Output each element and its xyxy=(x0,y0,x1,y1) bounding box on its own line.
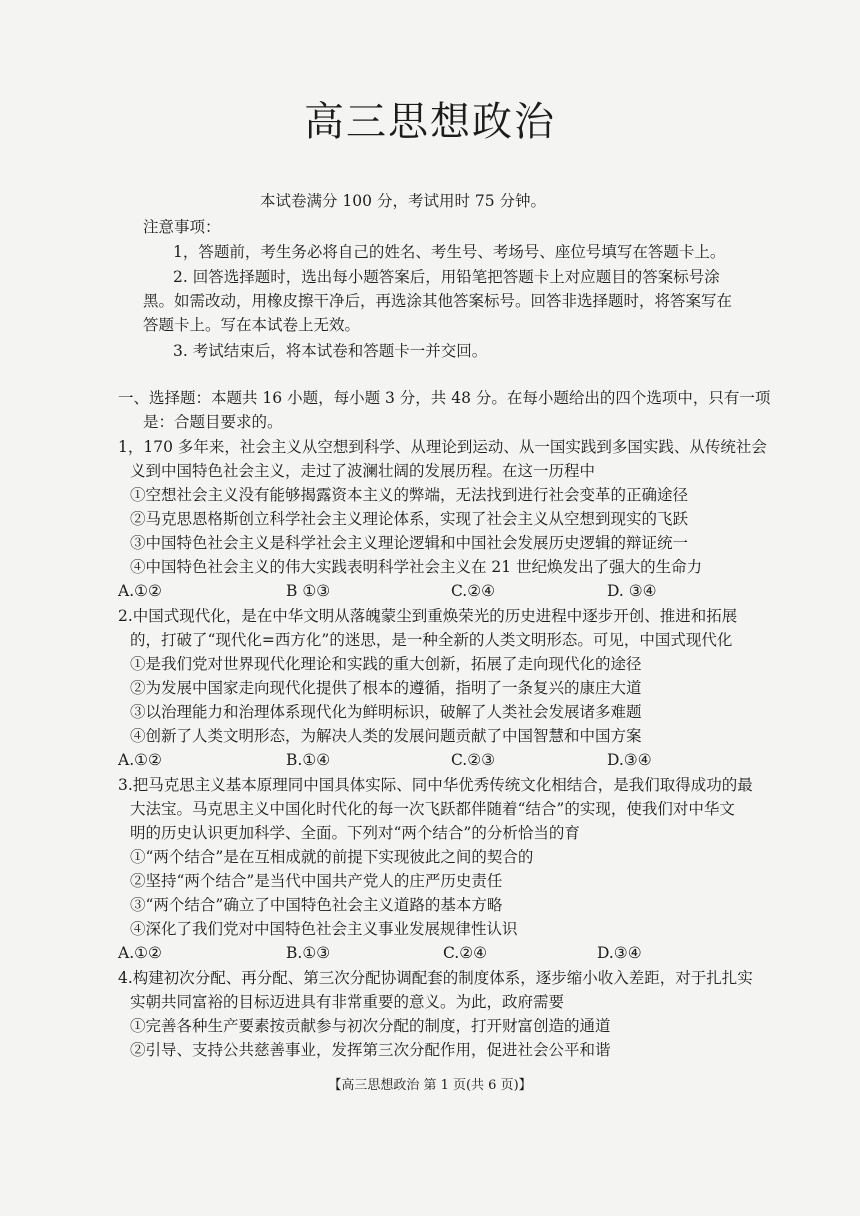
option-c: C.②③ xyxy=(451,751,496,769)
statement: ②为发展中国家走向现代化提供了根本的遵循，指明了一条复兴的康庄大道 xyxy=(130,679,642,697)
note-line: 答题卡上。写在本试卷上无效。 xyxy=(143,316,361,334)
option-d: D.③④ xyxy=(607,751,652,769)
option-d: D. ③④ xyxy=(607,582,657,600)
question-stem: 实朝共同富裕的目标迈进具有非常重要的意义。为此，政府需要 xyxy=(130,993,565,1011)
statement: ②引导、支持公共慈善事业，发挥第三次分配作用，促进社会公平和谐 xyxy=(130,1041,611,1059)
option-a: A.①② xyxy=(118,751,162,769)
statement: ②马克思恩格斯创立科学社会主义理论体系，实现了社会主义从空想到现实的飞跃 xyxy=(130,510,689,528)
option-b: B.①④ xyxy=(286,751,331,769)
note-line: 2. 回答选择题时，选出每小题答案后，用铅笔把答题卡上对应题目的答案标号涂 xyxy=(173,268,720,286)
option-a: A.①② xyxy=(118,582,162,600)
option-c: C.②④ xyxy=(451,582,496,600)
statement: ①“两个结合”是在互相成就的前提下实现彼此之间的契合的 xyxy=(130,848,534,866)
statement: ②坚持“两个结合”是当代中国共产党人的庄严历史责任 xyxy=(130,872,503,890)
section-heading-cont: 是：合题目要求的。 xyxy=(143,413,283,431)
option-a: A.①② xyxy=(118,944,162,962)
statement: ①完善各种生产要素按贡献参与初次分配的制度，打开财富创造的通道 xyxy=(130,1017,611,1035)
section-heading: 一、选择题：本题共 16 小题，每小题 3 分，共 48 分。在每小题给出的四个选项中，只有一项 xyxy=(118,389,771,407)
question-stem: 2.中国式现代化，是在中华文明从落魄蒙尘到重焕荣光的历史进程中逐步开创、推进和拓展 xyxy=(118,607,738,625)
note-line: 3. 考试结束后，将本试卷和答题卡一并交回。 xyxy=(173,342,488,360)
question-stem: 明的历史认识更加科学、全面。下列对“两个结合”的分析恰当的育 xyxy=(130,824,580,842)
statement: ③“两个结合”确立了中国特色社会主义道路的基本方略 xyxy=(130,896,503,914)
question-stem: 1，170 多年来，社会主义从空想到科学、从理论到运动、从一国实践到多国实践、从传统社会 xyxy=(118,438,767,456)
notes-heading: 注意事项： xyxy=(143,218,221,236)
exam-title: 高三思想政治 xyxy=(304,99,556,145)
statement: ④深化了我们党对中国特色社会主义事业发展规律性认识 xyxy=(130,920,518,938)
question-stem: 4.构建初次分配、再分配、第三次分配协调配套的制度体系，逐步缩小收入差距，对于扎扎实 xyxy=(118,969,753,987)
question-stem: 义到中国特色社会主义，走过了波澜壮阔的发展历程。在这一历程中 xyxy=(130,462,596,480)
statement: ③中国特色社会主义是科学社会主义理论逻辑和中国社会发展历史逻辑的辩证统一 xyxy=(130,534,689,552)
page-footer: 【高三思想政治 第 1 页(共 6 页)】 xyxy=(328,1078,532,1093)
statement: ④中国特色社会主义的伟大实践表明科学社会主义在 21 世纪焕发出了强大的生命力 xyxy=(130,558,703,576)
question-stem: 大法宝。马克思主义中国化时代化的每一次飞跃都伴随着“结合”的实现，使我们对中华文 xyxy=(130,800,735,818)
option-b: B.①③ xyxy=(286,944,331,962)
statement: ④创新了人类文明形态，为解决人类的发展问题贡献了中国智慧和中国方案 xyxy=(130,727,642,745)
statement: ①空想社会主义没有能够揭露资本主义的弊端，无法找到进行社会变革的正确途径 xyxy=(130,486,689,504)
statement: ③以治理能力和治理体系现代化为鲜明标识，破解了人类社会发展诸多难题 xyxy=(130,703,642,721)
question-stem: 的，打破了“现代化=西方化”的迷思，是一种全新的人类文明形态。可见，中国式现代化 xyxy=(130,631,733,649)
note-line: 黑。如需改动，用橡皮擦干净后，再选涂其他答案标号。回答非选择题时，将答案写在 xyxy=(143,292,733,310)
exam-info: 本试卷满分 100 分，考试用时 75 分钟。 xyxy=(260,192,547,210)
option-c: C.②④ xyxy=(443,944,488,962)
question-stem: 3.把马克思主义基本原理同中国具体实际、同中华优秀传统文化相结合，是我们取得成功的最 xyxy=(118,776,753,794)
note-line: 1，答题前，考生务必将自己的姓名、考生号、考场号、座位号填写在答题卡上。 xyxy=(173,243,726,261)
statement: ①是我们党对世界现代化理论和实践的重大创新，拓展了走向现代化的途径 xyxy=(130,655,642,673)
option-d: D.③④ xyxy=(597,944,642,962)
option-b: B ①③ xyxy=(286,582,331,600)
